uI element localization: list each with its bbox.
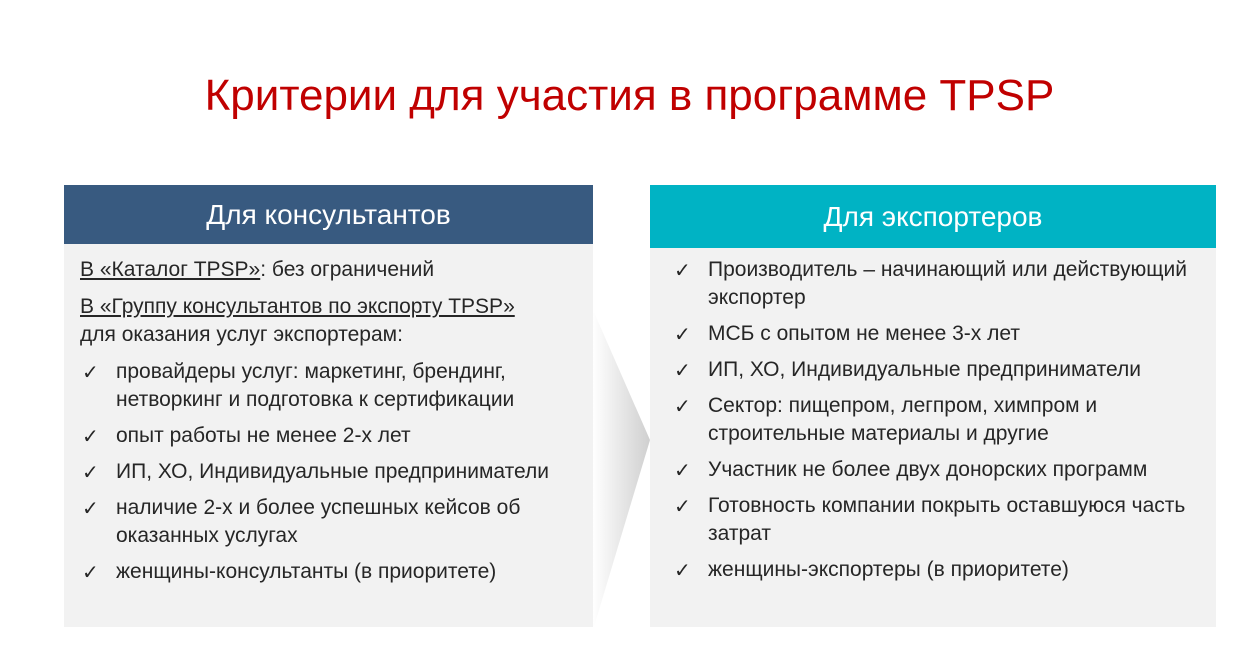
checkmark-icon: ✓ — [674, 394, 691, 418]
list-item: ✓ провайдеры услуг: маркетинг, брендинг, нетворкинг и подготовка к сертификации — [82, 360, 515, 411]
list-item: ✓ МСБ с опытом не менее 3-х лет — [674, 322, 1020, 346]
checkmark-icon: ✓ — [82, 424, 99, 448]
exporters-panel — [650, 185, 1216, 627]
list-item: ✓ опыт работы не менее 2-х лет — [82, 424, 411, 448]
catalog-criteria — [80, 256, 577, 284]
group-criteria — [80, 293, 577, 349]
list-item: ✓ наличие 2-х и более успешных кейсов об оказанных услугах — [82, 496, 521, 547]
list-item: ✓ Сектор: пищепром, легпром, химпром и строительные материалы и другие — [674, 394, 1098, 445]
checkmark-icon: ✓ — [82, 496, 99, 520]
group-link[interactable]: В «Группу консультантов по экспорту TPSP» — [80, 295, 515, 318]
consultants-panel — [64, 185, 593, 627]
checkmark-icon: ✓ — [674, 558, 691, 582]
list-item: ✓ Участник не более двух донорских программ — [674, 458, 1148, 482]
checkmark-icon: ✓ — [674, 458, 691, 482]
checkmark-icon: ✓ — [82, 460, 99, 484]
list-item: ✓ ИП, ХО, Индивидуальные предприниматели — [674, 358, 1141, 382]
list-item: ✓ женщины-экспортеры (в приоритете) — [674, 558, 1069, 582]
checkmark-icon: ✓ — [674, 358, 691, 382]
checkmark-icon: ✓ — [674, 322, 691, 346]
consultants-body — [64, 244, 593, 627]
exporters-header: Для экспортеров — [650, 185, 1216, 248]
checkmark-icon: ✓ — [82, 360, 99, 384]
catalog-text: : без ограничений — [260, 258, 435, 281]
checkmark-icon: ✓ — [82, 560, 99, 584]
checkmark-icon: ✓ — [674, 258, 691, 282]
consultants-criteria-list — [80, 358, 577, 586]
catalog-link[interactable]: В «Каталог TPSP» — [80, 258, 261, 281]
list-item: ✓ Готовность компании покрыть оставшуюся часть затрат — [674, 494, 1186, 545]
exporters-body — [650, 248, 1216, 627]
exporters-criteria-list — [672, 256, 1200, 584]
list-item: ✓ женщины-консультанты (в приоритете) — [82, 560, 497, 584]
chevron-arrow-icon — [593, 310, 650, 630]
list-item: ✓ Производитель – начинающий или действующий экспортер — [674, 258, 1187, 309]
consultants-header: Для консультантов — [64, 185, 593, 244]
checkmark-icon: ✓ — [674, 494, 691, 518]
list-item: ✓ ИП, ХО, Индивидуальные предприниматели — [82, 460, 549, 484]
slide-title: Критерии для участия в программе TPSP — [204, 71, 1055, 120]
group-text: для оказания услуг экспортерам: — [80, 323, 403, 346]
